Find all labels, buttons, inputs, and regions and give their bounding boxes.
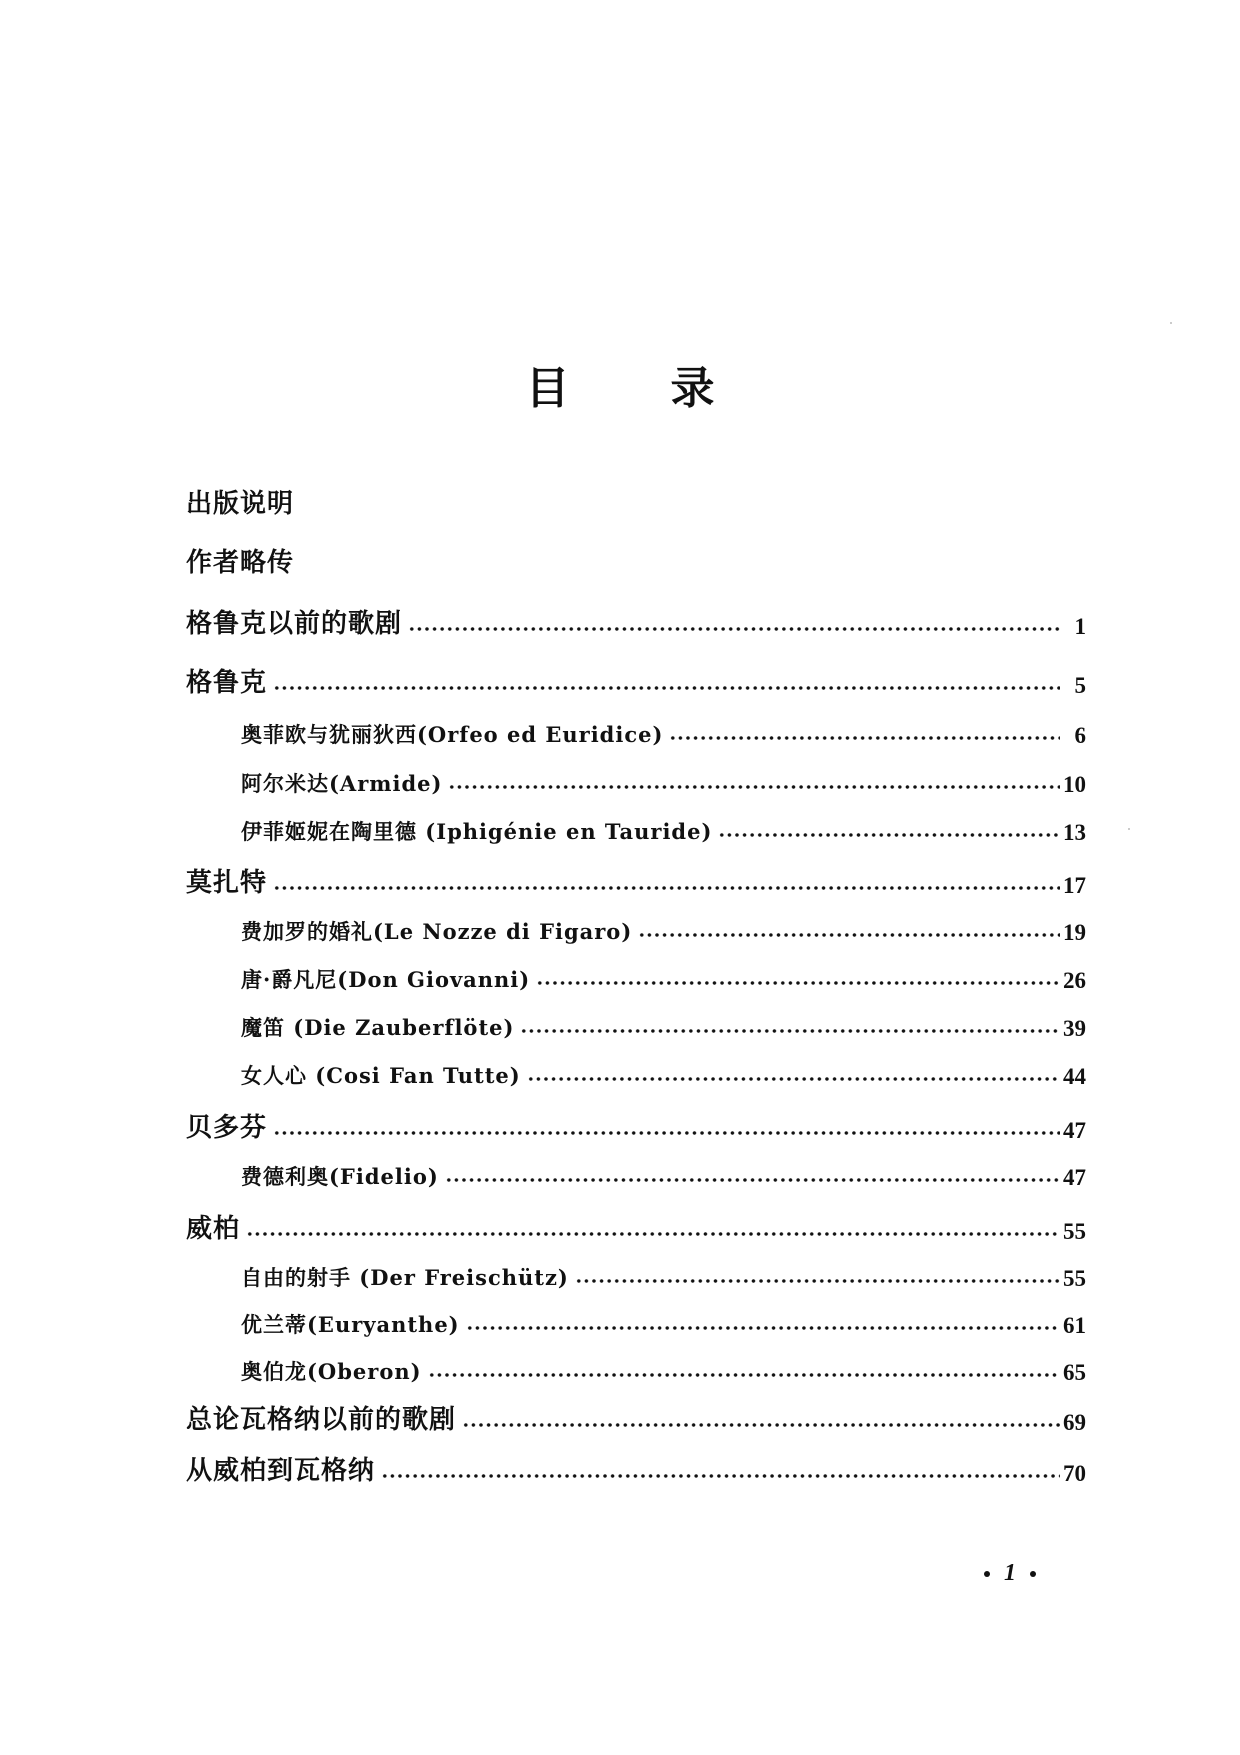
dot-leader	[408, 627, 1060, 631]
toc-subentry[interactable]	[241, 960, 1086, 994]
toc-page-number: 19	[1063, 920, 1086, 945]
toc-entry-title: 威柏	[186, 1214, 241, 1244]
toc-page-number: 65	[1063, 1360, 1086, 1385]
toc-subentry[interactable]	[241, 1352, 1086, 1386]
toc-entry-title: 作者略传	[186, 548, 295, 578]
toc-subentry[interactable]	[241, 1008, 1086, 1042]
toc-page-number: 17	[1063, 873, 1086, 898]
dot-leader	[273, 1131, 1060, 1135]
toc-subentry[interactable]	[241, 1258, 1086, 1292]
toc-entry-title: 阿尔米达(Armide)	[241, 771, 443, 796]
dot-leader	[520, 1029, 1060, 1033]
title-char-2: 录	[670, 363, 715, 414]
toc-entry-title: 总论瓦格纳以前的歌剧	[186, 1405, 457, 1435]
toc-entry-title: 格鲁克以前的歌剧	[186, 609, 403, 639]
toc-entry-title: 莫扎特	[186, 868, 268, 898]
title-char-1: 目	[525, 363, 570, 414]
toc-page-number: 39	[1063, 1016, 1086, 1041]
toc-subentry[interactable]	[241, 912, 1086, 946]
toc-page-number: 10	[1063, 772, 1086, 797]
bullet-dot-right	[1030, 1571, 1036, 1577]
dot-leader	[428, 1373, 1060, 1377]
toc-entry[interactable]	[186, 606, 1086, 640]
dot-leader	[575, 1279, 1060, 1283]
toc-entry-title: 魔笛 (Die Zauberflöte)	[241, 1015, 515, 1040]
dot-leader	[448, 785, 1060, 789]
toc-page-number: 55	[1063, 1219, 1086, 1244]
toc-page-number: 70	[1063, 1461, 1086, 1486]
dot-leader	[718, 833, 1060, 837]
toc-entry-title: 费德利奥(Fidelio)	[241, 1164, 439, 1189]
dot-leader	[273, 686, 1060, 690]
toc-entry-title: 从威柏到瓦格纳	[186, 1456, 376, 1486]
scan-artifact	[1170, 322, 1172, 324]
toc-entry-title: 自由的射手 (Der Freischütz)	[241, 1265, 569, 1290]
dot-leader	[536, 981, 1060, 985]
toc-entry-author-bio[interactable]	[186, 545, 1086, 579]
toc-entry-title: 唐·爵凡尼(Don Giovanni)	[241, 967, 531, 992]
toc-subentry[interactable]	[241, 764, 1086, 798]
toc-subentry[interactable]	[241, 1056, 1086, 1090]
dot-leader	[462, 1423, 1060, 1427]
toc-page-number: 44	[1063, 1064, 1086, 1089]
bullet-dot-left	[984, 1571, 990, 1577]
toc-entry[interactable]	[186, 865, 1086, 899]
toc-page-number: 26	[1063, 968, 1086, 993]
toc-page-number: 47	[1063, 1118, 1086, 1143]
scan-artifact	[1128, 828, 1130, 830]
dot-leader	[527, 1077, 1060, 1081]
toc-subentry[interactable]	[241, 715, 1086, 749]
toc-entry-publication-note[interactable]	[186, 486, 1086, 520]
toc-page-number: 69	[1063, 1410, 1086, 1435]
dot-leader	[381, 1474, 1060, 1478]
toc-entry[interactable]	[186, 1211, 1086, 1245]
footer-page-number-value: 1	[1004, 1560, 1016, 1586]
toc-entry-title: 奥伯龙(Oberon)	[241, 1359, 422, 1384]
toc-entry-title: 出版说明	[186, 489, 295, 519]
toc-entry-title: 伊菲姬妮在陶里德 (Iphigénie en Tauride)	[241, 819, 713, 844]
dot-leader	[273, 886, 1060, 890]
toc-entry[interactable]	[186, 665, 1086, 699]
toc-page-number: 6	[1074, 723, 1086, 748]
toc-page-number: 55	[1063, 1266, 1086, 1291]
toc-subentry[interactable]	[241, 1157, 1086, 1191]
toc-entry[interactable]	[186, 1110, 1086, 1144]
toc-page-number: 47	[1063, 1165, 1086, 1190]
toc-entry-title: 格鲁克	[186, 668, 268, 698]
toc-page-number: 61	[1063, 1313, 1086, 1338]
toc-entry-title: 优兰蒂(Euryanthe)	[241, 1312, 460, 1337]
toc-entry-title: 女人心 (Cosi Fan Tutte)	[241, 1063, 521, 1088]
toc-page-number: 1	[1074, 614, 1086, 639]
toc-entry[interactable]	[186, 1402, 1086, 1436]
dot-leader	[246, 1232, 1060, 1236]
toc-subentry[interactable]	[241, 1305, 1086, 1339]
footer-page-number	[960, 1560, 1060, 1587]
toc-entry-title: 费加罗的婚礼(Le Nozze di Figaro)	[241, 919, 633, 944]
dot-leader	[669, 736, 1060, 740]
toc-subentry[interactable]	[241, 812, 1086, 846]
dot-leader	[466, 1326, 1060, 1330]
dot-leader	[638, 933, 1060, 937]
dot-leader	[445, 1178, 1060, 1182]
toc-entry[interactable]	[186, 1453, 1086, 1487]
toc-page-number: 5	[1074, 673, 1086, 698]
toc-page-number: 13	[1063, 820, 1086, 845]
toc-entry-title: 贝多芬	[186, 1113, 268, 1143]
toc-entry-title: 奥菲欧与犹丽狄西(Orfeo ed Euridice)	[241, 722, 664, 747]
